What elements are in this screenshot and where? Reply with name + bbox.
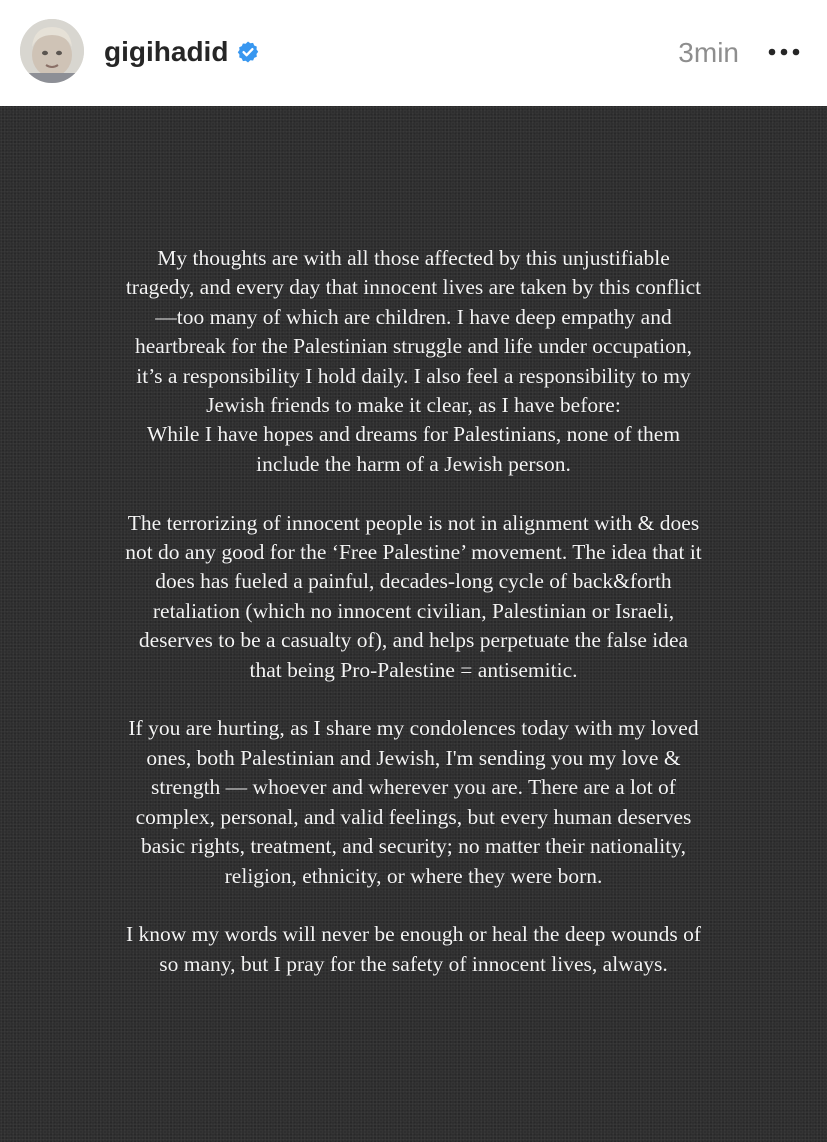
story-header [0,0,827,106]
story-content [0,106,827,1142]
profile-avatar[interactable] [20,19,84,83]
story-paragraph-1: My thoughts are with all those affected by this unjustifiable tragedy, and every day that innocent lives are taken by this conflict —too many of which are children. I have deep empathy and heartbreak for the Palestinian struggle and life under occupation, it’s a responsibility I hold daily. I also feel a responsibility to my Jewish friends to make it clear, as I have before: While I have hopes and dreams for Palestinians, none of them include the harm of a Jewish person. [125,246,702,476]
verified-badge-icon [236,40,260,64]
more-options-icon[interactable] [766,44,802,60]
story-text-block [40,244,787,1009]
username[interactable]: gigihadid [104,36,229,67]
story-paragraph-3: If you are hurting, as I share my condolences today with my loved ones, both Palestinian and Jewish, I'm sending you my love & strength — whoever and wherever you are. There are a lot of complex, personal, and valid feelings, but every human deserves basic rights, treatment, and security; no matter their nationality, religion, ethnicity, or where they were born. [128,716,699,888]
post-timestamp: 3min [678,37,739,68]
story-paragraph-2: The terrorizing of innocent people is not in alignment with & does not do any good for the ‘Free Palestine’ movement. The idea that it does has fueled a painful, decades-long cycle of back&forth retaliation (which no innocent civilian, Palestinian or Israeli, deserves to be a casualty of), and helps perpetuate the false idea that being Pro-Palestine = antisemitic. [125,510,702,682]
story-paragraph-4: I know my words will never be enough or heal the deep wounds of so many, but I pray for the safety of innocent lives, always. [126,922,701,976]
